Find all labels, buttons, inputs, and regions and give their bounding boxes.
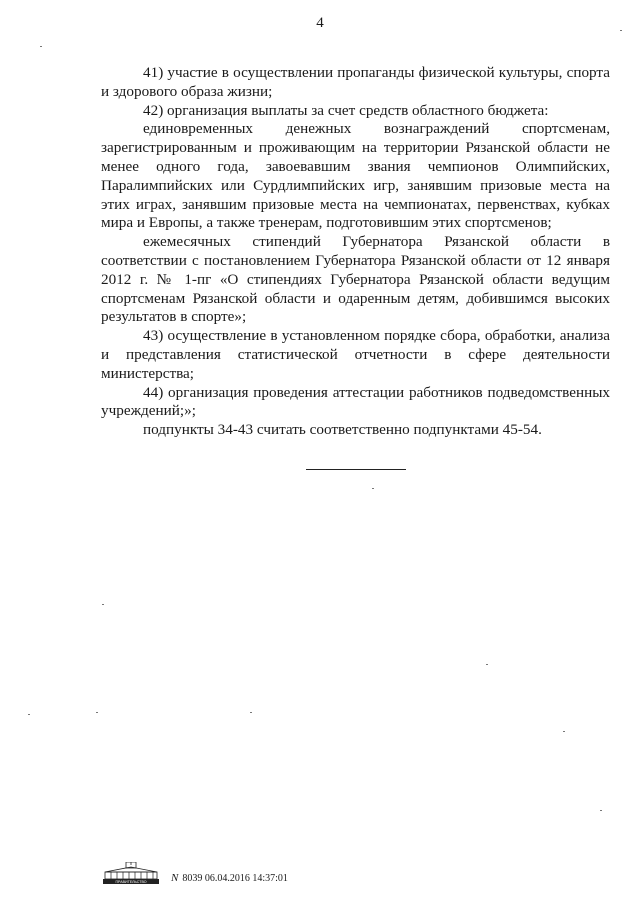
scan-speck bbox=[96, 712, 98, 713]
registration-footer bbox=[101, 862, 288, 884]
paragraph-item-44: 44) организация проведения аттестации работников подведомственных учреждений;»; bbox=[101, 383, 610, 420]
scan-speck bbox=[486, 664, 488, 665]
document-body bbox=[101, 64, 610, 440]
paragraph-item-43: 43) осуществление в установленном порядке сбора, обработки, анализа и представления статистической отчетности в сфере деятельности министерства; bbox=[101, 327, 610, 382]
paragraph-monthly-stipends: ежемесячных стипендий Губернатора Рязанской области в соответствии с постановлением Губернатора Рязанской области от 12 января 2012 г. № 1-пг «О стипендиях Губернатора Рязанской области ведущим спортсменам Рязанской области и одаренным детям, добившимся высоких результатов в спорте»; bbox=[101, 233, 610, 326]
government-building-icon bbox=[101, 862, 161, 884]
scan-speck bbox=[563, 731, 565, 732]
svg-text:ПРАВИТЕЛЬСТВО: ПРАВИТЕЛЬСТВО bbox=[115, 880, 147, 884]
page-number: 4 bbox=[316, 15, 324, 31]
paragraph-renumbering: подпункты 34-43 считать соответственно подпунктами 45-54. bbox=[143, 421, 542, 439]
scan-speck bbox=[40, 46, 42, 47]
registration-number-symbol: N bbox=[171, 872, 179, 884]
scan-speck bbox=[28, 714, 30, 715]
paragraph-item-42: 42) организация выплаты за счет средств областного бюджета: bbox=[143, 101, 549, 119]
scan-speck bbox=[620, 30, 622, 31]
scan-speck bbox=[372, 488, 374, 489]
separator-line bbox=[306, 469, 406, 470]
scan-speck bbox=[600, 810, 602, 811]
scan-speck bbox=[250, 712, 252, 713]
paragraph-lump-sum-rewards: единовременных денежных вознаграждений спортсменам, зарегистрированным и проживающим на территории Рязанской области не менее одного года, завоевавшим звания чемпионов Олимпийских, Паралимпийских или Сурдлимпийских игр, занявшим призовые места на этих играх, занявшим призовые места на чемпионатах, первенствах, кубках мира и Европы, а также тренерам, подготовившим этих спортсменов; bbox=[101, 120, 610, 232]
scan-speck bbox=[102, 604, 104, 605]
registration-stamp-text: 8039 06.04.2016 14:37:01 bbox=[182, 873, 288, 884]
paragraph-item-41: 41) участие в осуществлении пропаганды физической культуры, спорта и здорового образа жизни; bbox=[101, 64, 610, 100]
